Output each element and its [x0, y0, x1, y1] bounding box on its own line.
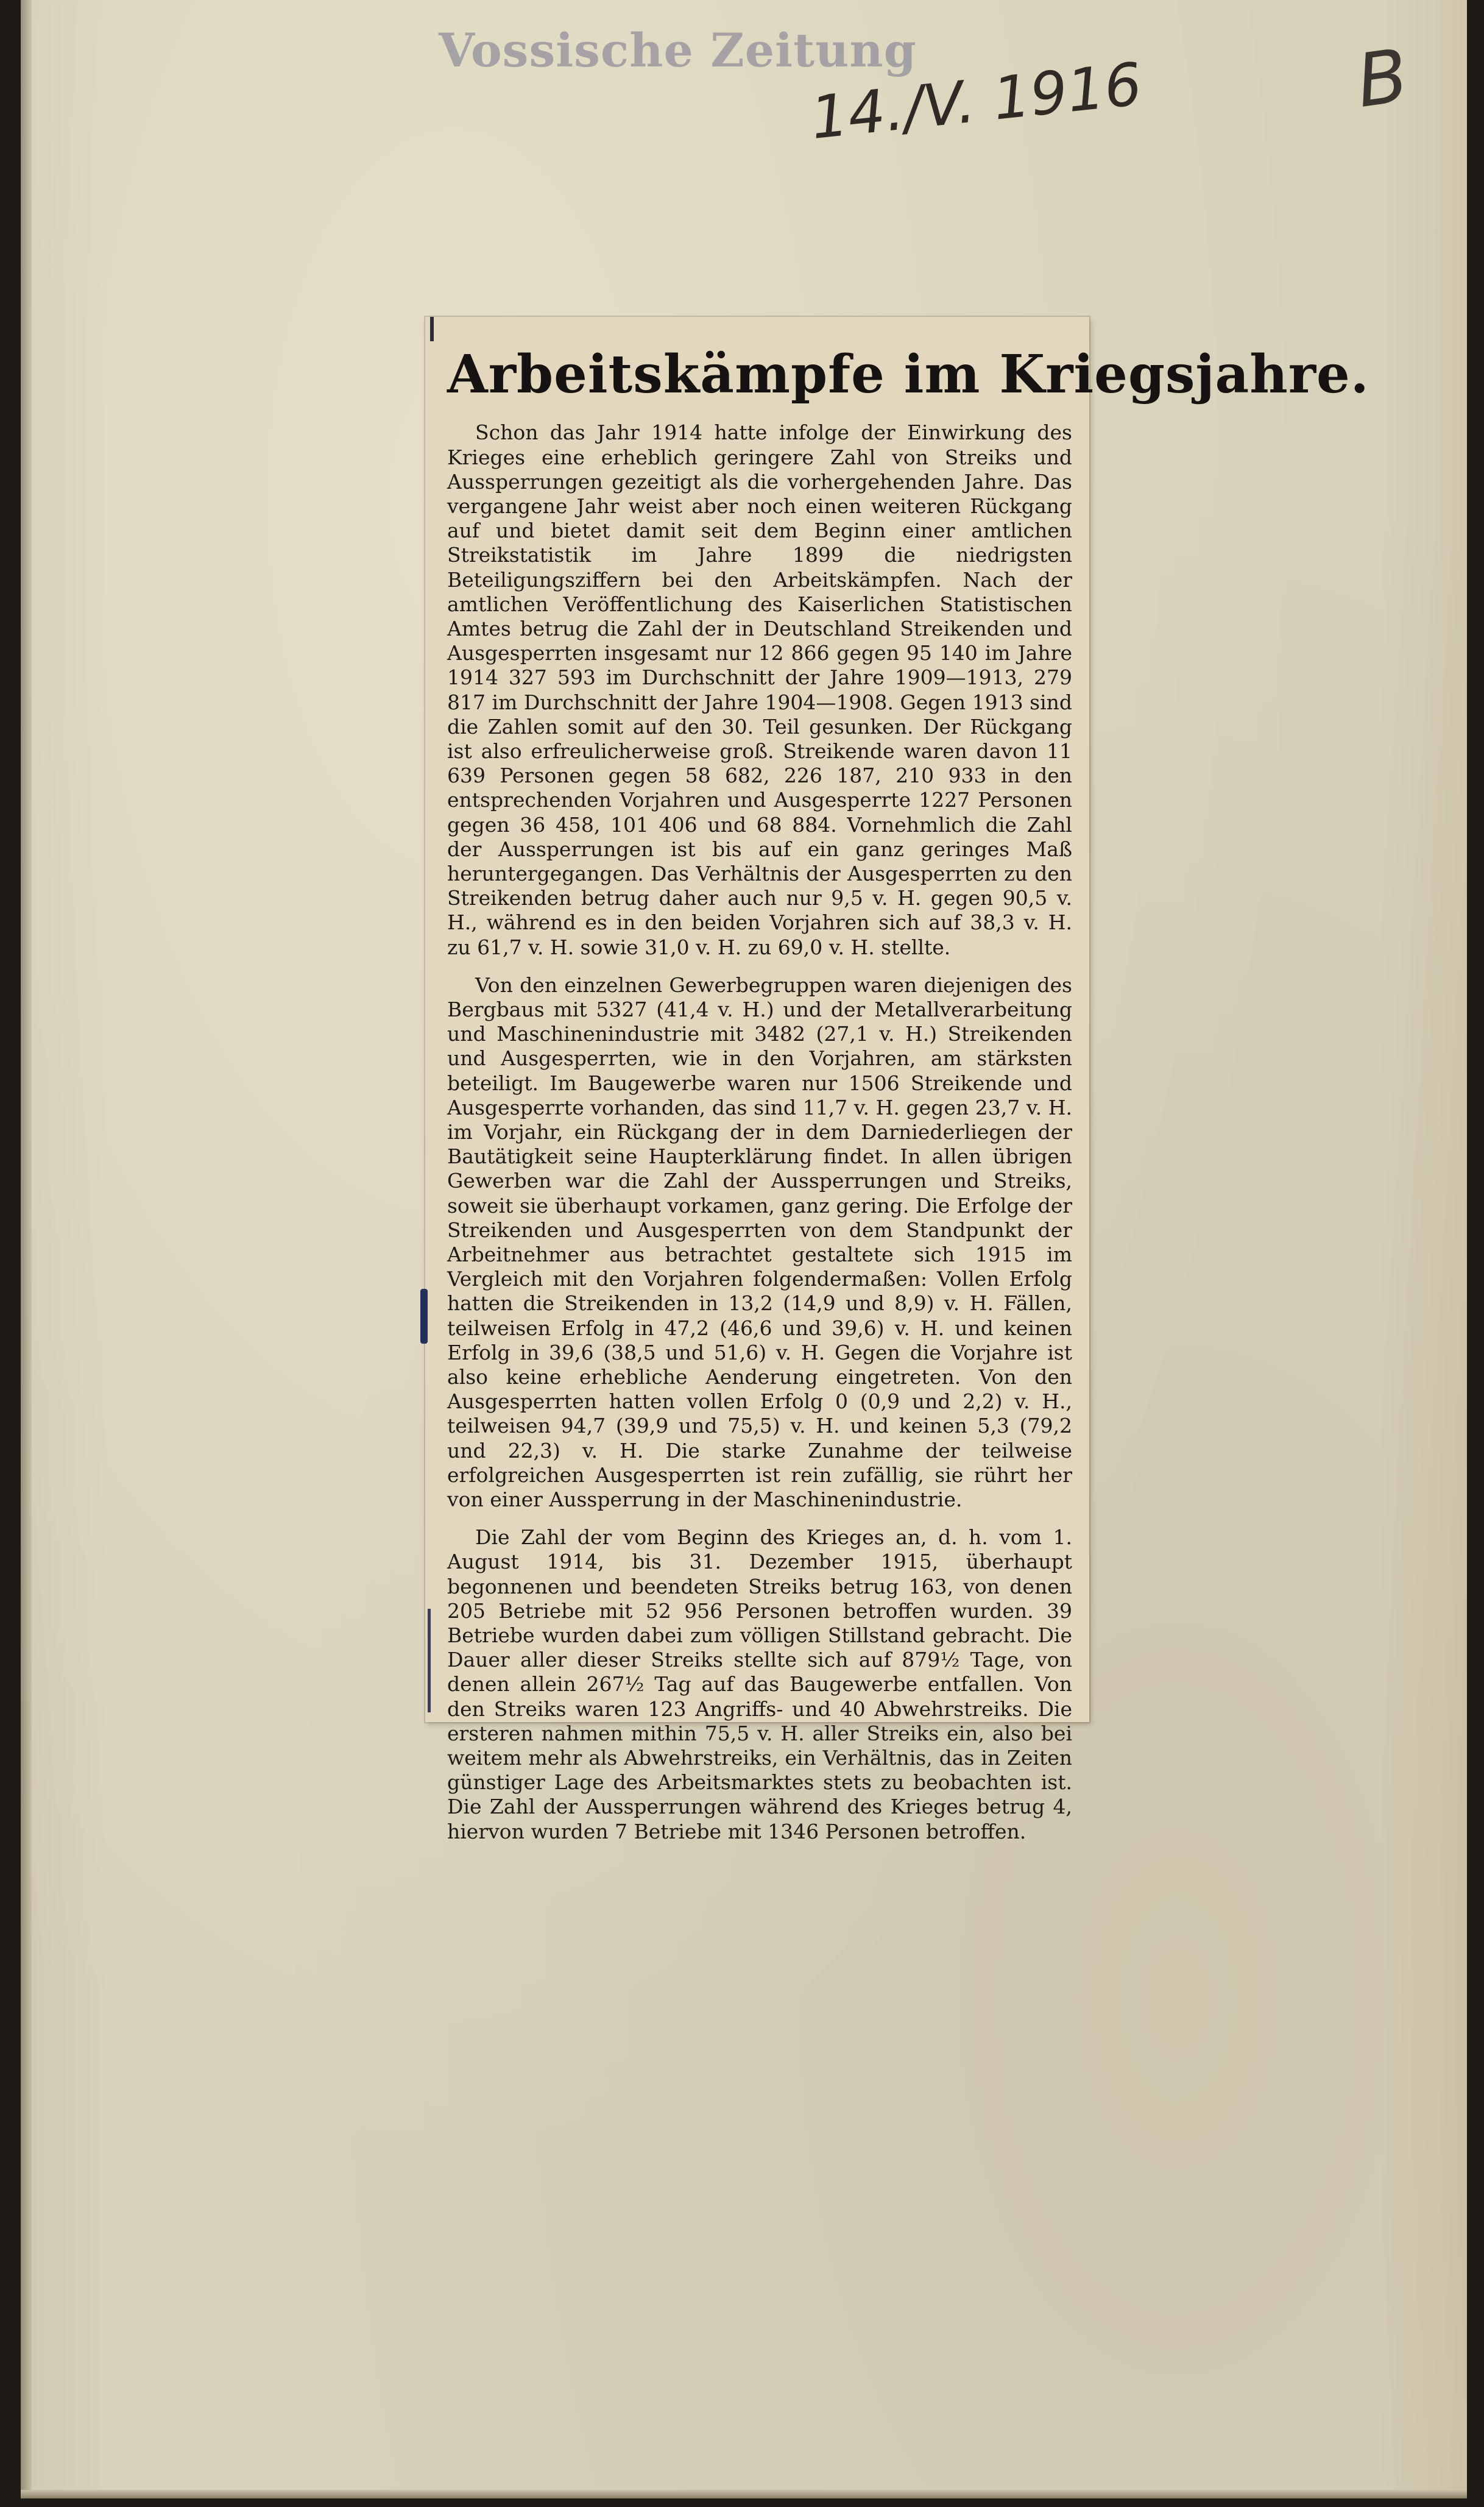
newspaper-clipping	[425, 317, 1369, 1843]
sheet-edge-shadow	[21, 0, 32, 2498]
ink-margin-line	[428, 1609, 431, 1712]
article-paragraph-2: Von den einzelnen Gewerbegruppen waren diejenigen des Bergbaus mit 5327 (41,4 v. H.) und der Metallverarbeitung und Maschinenindustrie mit 3482 (27,1 v. H.) Streikenden und Ausgesperrten, wie in den Vorjahren, am stärksten beteiligt. Im Baugewerbe waren nur 1506 Streikende und Ausgesperrte vorhanden, das sind 11,7 v. H. gegen 23,7 v. H. im Vorjahr, ein Rückgang der in dem Darniederliegen der Bautätigkeit seine Haupterklärung findet. In allen übrigen Gewerben war die Zahl der Aussperrungen und Streiks, soweit sie überhaupt vorkamen, ganz gering. Die Erfolge der Streikenden und Ausgesperrten von dem Standpunkt der Arbeitnehmer aus betrachtet gestaltete sich 1915 im Vergleich mit den Vorjahren folgendermaßen: Vollen Erfolg hatten die Streikenden in 13,2 (14,9 und 8,9) v. H. Fällen, teilweisen Erfolg in 47,2 (46,6 und 39,6) v. H. und keinen Erfolg in 39,6 (38,5 und 51,6) v. H. Gegen die Vorjahre ist also keine erhebliche Aenderung eingetreten. Von den Ausgesperrten hatten vollen Erfolg 0 (0,9 und 2,2) v. H., teilweisen 94,7 (39,9 und 75,5) v. H. und keinen 5,3 (79,2 und 22,3) v. H. Die starke Zunahme der teilweise erfolgreichen Ausgesperrten ist rein zufällig, sie rührt her von einer Aussperrung in der Maschinenindustrie.	[447, 973, 1072, 1512]
ink-margin-mark	[420, 1289, 428, 1344]
handwritten-date: 14./V. 1916	[807, 49, 1145, 153]
article-headline: Arbeitskämpfe im Kriegsjahre.	[447, 344, 1369, 405]
sheet-bottom-edge	[21, 2490, 1467, 2498]
clip-mark	[430, 317, 434, 341]
article-paragraph-1: Schon das Jahr 1914 hatte infolge der Einwirkung des Krieges eine erheblich geringere Zahl von Streiks und Aussperrungen gezeitigt als die vorhergehenden Jahre. Das vergangene Jahr weist aber noch einen weiteren Rückgang auf und bietet damit seit dem Beginn einer amtlichen Streikstatistik im Jahre 1899 die niedrigsten Beteiligungsziffern bei den Arbeitskämpfen. Nach der amtlichen Veröffentlichung des Kaiserlichen Statistischen Amtes betrug die Zahl der in Deutschland Streikenden und Ausgesperrten insgesamt nur 12 866 gegen 95 140 im Jahre 1914 327 593 im Durchschnitt der Jahre 1909—1913, 279 817 im Durchschnitt der Jahre 1904—1908. Gegen 1913 sind die Zahlen somit auf den 30. Teil gesunken. Der Rückgang ist also erfreulicherweise groß. Streikende waren davon 11 639 Personen gegen 58 682, 226 187, 210 933 in den entsprechenden Vorjahren und Ausgesperrte 1227 Personen gegen 36 458, 101 406 und 68 884. Vornehmlich die Zahl der Aussperrungen ist bis auf ein ganz geringes Maß heruntergegangen. Das Verhältnis der Ausgesperrten zu den Streikenden betrug daher auch nur 9,5 v. H. gegen 90,5 v. H., während es in den beiden Vorjahren sich auf 38,3 v. H. zu 61,7 v. H. sowie 31,0 v. H. zu 69,0 v. H. stellte.	[447, 420, 1072, 959]
handwritten-sheet-letter: B	[1351, 33, 1413, 125]
newspaper-source-stamp: Vossische Zeitung	[439, 23, 917, 77]
article-paragraph-3: Die Zahl der vom Beginn des Krieges an, d. h. vom 1. August 1914, bis 31. Dezember 1915, überhaupt begonnenen und beendeten Streiks betrug 163, von denen 205 Betriebe mit 52 956 Personen betroffen wurden. 39 Betriebe wurden dabei zum völligen Stillstand gebracht. Die Dauer aller dieser Streiks stellte sich auf 879½ Tage, von denen allein 267½ Tag auf das Baugewerbe entfallen. Von den Streiks waren 123 Angriffs- und 40 Abwehrstreiks. Die ersteren nahmen mithin 75,5 v. H. aller Streiks ein, also bei weitem mehr als Abwehrstreiks, ein Verhältnis, das in Zeiten günstiger Lage des Arbeitsmarktes stets zu beobachten ist. Die Zahl der Aussperrungen während des Krieges betrug 4, hiervon wurden 7 Betriebe mit 1346 Personen betroffen.	[447, 1525, 1072, 1843]
